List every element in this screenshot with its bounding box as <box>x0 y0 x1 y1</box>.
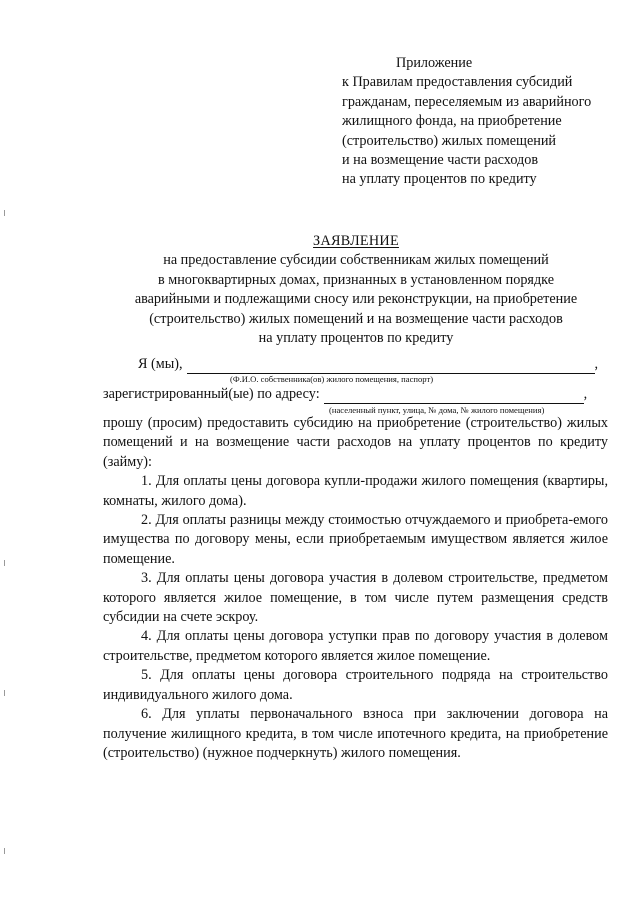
list-item: 6. Для уплаты первоначального взноса при заключении договора на получение жилищного кредита, в том числе ипотечного кредита, на приобретение (строительство) (нужное подчеркнуть) жилого помещения. <box>103 706 608 761</box>
scan-margin-mark <box>4 690 5 696</box>
annex-line: к Правилам предоставления субсидий <box>342 74 573 91</box>
list-item: 5. Для оплаты цены договора строительного подряда на строительство индивидуального жилого дома. <box>103 667 608 703</box>
request-body <box>103 414 608 763</box>
annex-block <box>342 54 632 190</box>
scan-margin-mark <box>4 210 5 216</box>
annex-line: (строительство) жилых помещений <box>342 132 557 149</box>
applicant-name-field[interactable] <box>187 359 595 374</box>
applicant-caption: (Ф.И.О. собственника(ов) жилого помещения, паспорт) <box>230 374 434 384</box>
list-item: 1. Для оплаты цены договора купли-продажи жилого помещения (квартиры, комнаты, жилого дома). <box>103 473 608 509</box>
header-line: на предоставление субсидии собственникам жилых помещений <box>163 252 549 269</box>
applicant-row <box>138 355 598 374</box>
list-item: 4. Для оплаты цены договора уступки прав по договору участия в долевом строительстве, предметом которого является жилое помещение. <box>103 628 608 664</box>
application-header <box>96 232 616 348</box>
annex-line: на уплату процентов по кредиту <box>342 171 537 188</box>
annex-line: гражданам, переселяемым из аварийного <box>342 93 592 110</box>
header-line: аварийными и подлежащими сносу или реконструкции, на приобретение <box>134 291 578 308</box>
address-field[interactable] <box>324 389 584 404</box>
header-line: на уплату процентов по кредиту <box>258 330 454 347</box>
applicant-comma: , <box>594 356 599 372</box>
annex-line: и на возмещение части расходов <box>342 152 539 169</box>
address-caption: (населенный пункт, улица, № дома, № жилого помещения) <box>329 405 545 415</box>
request-paragraph: прошу (просим) предоставить субсидию на приобретение (строительство) жилых помещений и на возмещение части расходов на уплату процентов по кредиту (займу): <box>103 415 608 470</box>
list-item: 2. Для оплаты разницы между стоимостью отчуждаемого и приобрета-емого имущества по договору мены, если приобретаемым имуществом является жилое помещение. <box>103 512 608 567</box>
address-row <box>103 385 587 404</box>
annex-line: жилищного фонда, на приобретение <box>342 113 562 130</box>
address-label: зарегистрированный(ые) по адресу: <box>103 386 320 402</box>
scan-margin-mark <box>4 848 5 854</box>
annex-title: Приложение <box>396 55 473 71</box>
header-line: в многоквартирных домах, признанных в установленном порядке <box>157 271 555 288</box>
address-comma: , <box>583 386 588 402</box>
list-item: 3. Для оплаты цены договора участия в долевом строительстве, предметом которого является жилое помещение, в том числе путем размещения средств субсидии на счете эскроу. <box>103 570 608 626</box>
scan-margin-mark <box>4 560 5 566</box>
applicant-label: Я (мы), <box>138 356 183 372</box>
header-line: (строительство) жилых помещений и на возмещение части расходов <box>149 310 563 327</box>
document-title: ЗАЯВЛЕНИЕ <box>313 233 399 249</box>
